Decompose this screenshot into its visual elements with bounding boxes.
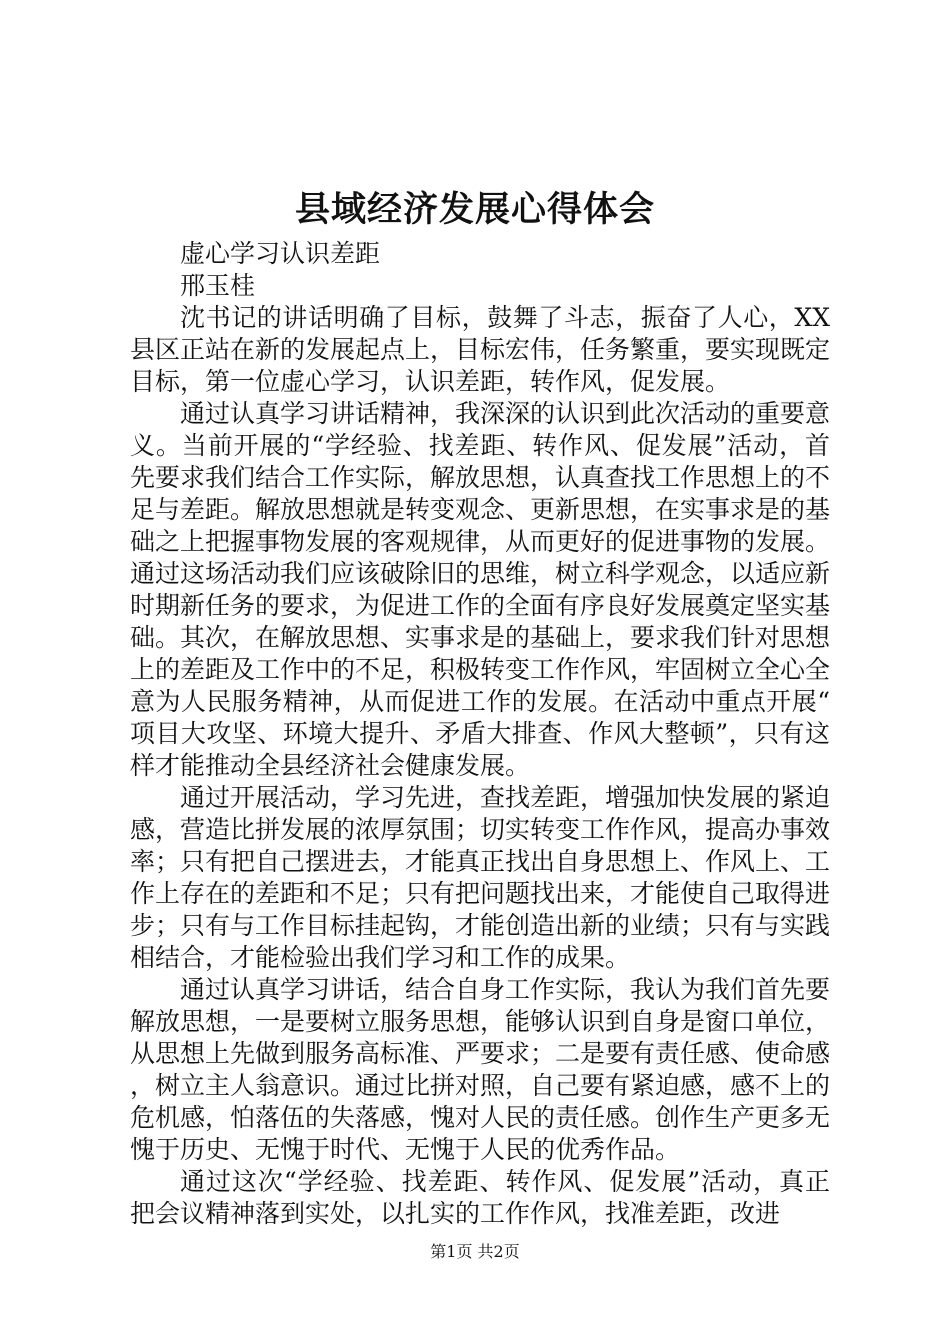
body-paragraph: 通过认真学习讲话，结合自身工作实际，我认为我们首先要解放思想，一是要树立服务思想，能够认识到自身是窗口单位，从思想上先做到服务高标准、严要求；二是要有责任感、使命感，树立主人翁意识。通过比拼对照，自己要有紧迫感，感不上的危机感，怕落伍的失落感，愧对人民的责任感。创作生产更多无愧于历史、无愧于时代、无愧于人民的优秀作品。 [130, 975, 831, 1164]
subtitle-paragraph: 虚心学习认识差距 [180, 239, 381, 268]
page-footer: 第1页 共2页 [430, 1242, 520, 1261]
author-paragraph: 邢玉桂 [180, 271, 256, 300]
document-body [130, 238, 830, 1230]
body-paragraph: 通过这次“学经验、找差距、转作风、促发展”活动，真正把会议精神落到实处，以扎实的工作作风，找准差距，改进 [130, 1167, 830, 1228]
body-paragraph: 沈书记的讲话明确了目标，鼓舞了斗志，振奋了人心，XX县区正站在新的发展起点上，目标宏伟，任务繁重，要实现既定目标，第一位虚心学习，认识差距，转作风，促发展。 [130, 303, 831, 396]
body-paragraph: 通过开展活动，学习先进，查找差距，增强加快发展的紧迫感，营造比拼发展的浓厚氛围；切实转变工作作风，提高办事效率；只有把自己摆进去，才能真正找出自身思想上、作风上、工作上存在的差距和不足；只有把问题找出来，才能使自己取得进步；只有与工作目标挂起钩，才能创造出新的业绩；只有与实践相结合，才能检验出我们学习和工作的成果。 [130, 783, 831, 972]
body-paragraph: 通过认真学习讲话精神，我深深的认识到此次活动的重要意义。当前开展的“学经验、找差距、转作风、促发展”活动，首先要求我们结合工作实际，解放思想，认真查找工作思想上的不足与差距。解放思想就是转变观念、更新思想，在实事求是的基础之上把握事物发展的客观规律，从而更好的促进事物的发展。通过这场活动我们应该破除旧的思维，树立科学观念，以适应新时期新任务的要求，为促进工作的全面有序良好发展奠定坚实基础。其次，在解放思想、实事求是的基础上，要求我们针对思想上的差距及工作中的不足，积极转变工作作风，牢固树立全心全意为人民服务精神，从而促进工作的发展。在活动中重点开展“项目大攻坚、环境大提升、矛盾大排查、作风大整顿”，只有这样才能推动全县经济社会健康发展。 [130, 399, 831, 780]
document-title: 县域经济发展心得体会 [294, 189, 655, 230]
